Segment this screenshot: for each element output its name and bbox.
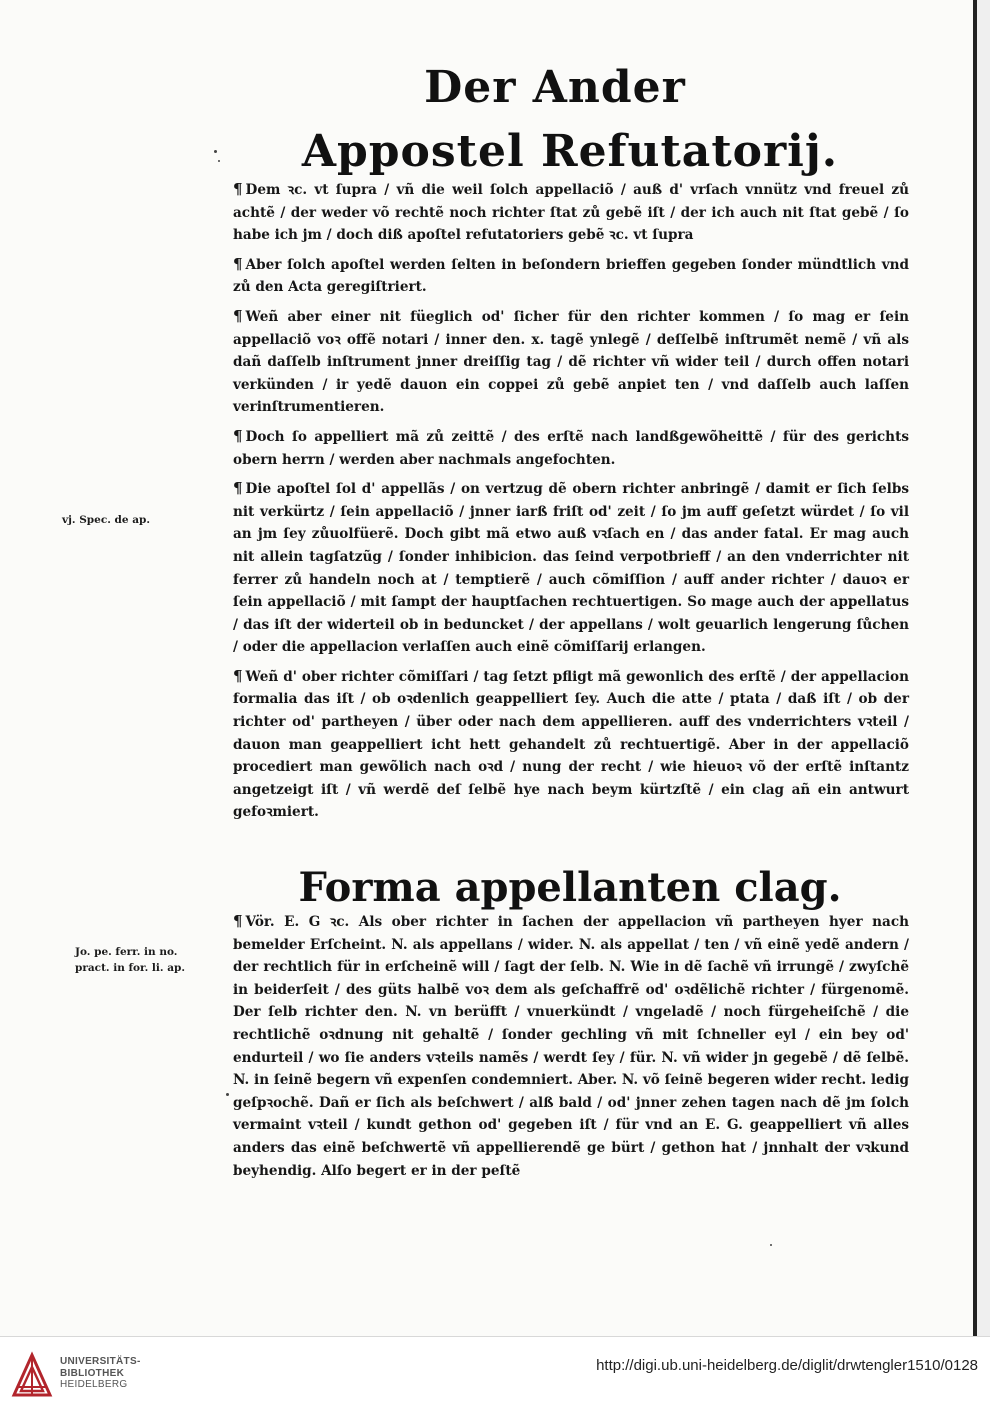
paragraph bbox=[233, 425, 909, 471]
paragraph-text: Doch ſo appelliert mã zů zeittẽ / des erſtẽ nach landßgewõheittẽ / für des gerichts obern herrn / werden aber nachmals angefochten. bbox=[233, 428, 909, 468]
footer-bar bbox=[0, 1336, 990, 1417]
paragraph-mark: ¶ bbox=[233, 479, 243, 498]
scan-speck bbox=[218, 160, 220, 162]
paragraph bbox=[233, 665, 909, 824]
paragraph bbox=[233, 477, 909, 659]
library-name-line2: BIBLIOTHEK bbox=[60, 1367, 125, 1379]
paragraph bbox=[233, 305, 909, 419]
paragraph-mark: ¶ bbox=[233, 254, 243, 273]
paragraph-text: Dem ꝛc. vt ſupra / vñ die weil ſolch appellaciõ / auß d' vrſach vnnütz vnd freuel zů achtẽ / der weder võ rechtẽ noch richter ſtat zů gebẽ iſt / der ich auch nit ſtat gebẽ / ſo habe ich jm / doch diß apoſtel refutatoriers gebẽ ꝛc. vt ſupra bbox=[233, 182, 909, 244]
paragraph-text: Die apoſtel ſol d' appellãs / on vertzug dẽ obern richter anbringẽ / damit er ſich ſelbs nit verkürtz / ſein appellaciõ / jnner iarß friſt od' zeit / ſo jm auff geſetzt würdet / ſo vil an jm ſey zůuolfüerẽ. Doch gibt mã etwo auß vꝛſach en / das ander fatal. Er mag auch nit allein tagſatzũg / ſonder inhibicion. das ſeind verpotbrieff / an den vnderrichter nit ferrer zů handeln noch at / temptierẽ / auch cõmiſſion / auff ander richter / dauoꝛ er ſein appellaciõ / mit ſampt der hauptſachen rechtuertigen. So mage auch der appellatus / das iſt der widerteil ob in beduncket / der appellans / wolt geuarlich lengerung ſůchen / oder die appellacion verlaſſen auch einẽ cõmiſſarij erlangen. bbox=[233, 481, 909, 656]
margin-note-ferr bbox=[75, 944, 185, 976]
margin-note-spec bbox=[62, 512, 150, 528]
heidelberg-library-seal-icon bbox=[10, 1351, 54, 1399]
library-name-line3: HEIDELBERG bbox=[60, 1379, 128, 1390]
paragraph-text: Weñ aber einer nit füeglich od' ſicher für den richter kommen / ſo mag er ſein appellaciõ voꝛ offẽ notari / inner den. x. tagẽ ynlegẽ / deſſelbẽ inſtrumẽt nemẽ / vñ als dañ daſſelb inſtrument jnner dreiſſig tag / dẽ richter vñ wider teil / durch offen notari verkünden / ir yedẽ dauon ein coppei zů gebẽ anpiet ten / vnd daſſelb auch laſſen verinſtrumentieren. bbox=[233, 308, 909, 416]
paragraph bbox=[233, 910, 909, 1182]
text-block-top bbox=[233, 178, 909, 830]
scan-speck bbox=[226, 1093, 229, 1096]
scan-speck bbox=[770, 1244, 772, 1246]
paragraph bbox=[233, 178, 909, 247]
page-spine-shadow bbox=[977, 0, 990, 1336]
paragraph-mark: ¶ bbox=[233, 666, 243, 685]
heading-forma-appellanten-clag: Forma appellanten clag. bbox=[298, 864, 842, 911]
paragraph-text: Weñ d' ober richter cõmiſſari / tag ſetzt pfligt mã gewonlich des erſtẽ / der appellacion formalia das iſt / ob oꝛdenlich geappelliert ſey. Auch die atte / ptata / daß iſt / ob der richter od' partheyen / über oder nach dem appellieren. auff des vnderrichters vꝛteil / dauon man geappelliert icht hett gehandelt zů rechtuertigẽ. Aber in der appellaciõ procediert man gewõlich nach oꝛd / nung der recht / wie hieuoꝛ võ der erſtẽ inſtantz angetzeigt iſt / vñ werdẽ deſ ſelbẽ hye nach beym kürtzſtẽ / ein clag añ ein antwurt gefoꝛmiert. bbox=[233, 668, 909, 821]
text-block-bottom bbox=[233, 910, 909, 1188]
margin-note-spec-text: vj. Spec. de ap. bbox=[62, 514, 150, 526]
paragraph-text: Vör. E. G ꝛc. Als ober richter in ſachen der appellacion vñ partheyen hyer nach bemelder Erſcheint. N. als appellans / wider. N. als appellat / ten / vñ einẽ yedẽ andern / der rechtlich für in erſcheinẽ will / ſagt der ſelb. N. Wie in dẽ ſachẽ vñ irrungẽ / zwyſchẽ in beiderſeit / des güts halbẽ voꝛ dem als geſchaffrẽ od' oꝛdẽlichẽ richter / fürgenomẽ. Der ſelb richter den. N. vn berüfft / vnuerkündt / vngeladẽ / noch fürgeheiſchẽ / die rechtlichẽ oꝛdnung nit gehaltẽ / ſonder gechling vñ mit ſchneller eyl / ein bey od' endurteil / wo ſie anders vꝛteils namẽs / werdt ſey / für. N. vñ wider jn gegebẽ / dẽ ſelbẽ. N. in ſeinẽ begern vñ expenſen condemniert. Aber. N. võ ſeinẽ begeren wider recht. ledig geſpꝛochẽ. Dañ er ſich als beſchwert / alß bald / od' jnner zehen tagen nach dẽ jm ſolch vermaint vꝛteil / kundt gethon od' gegeben iſt / für vnd an E. G. geappelliert vñ alles anders das einẽ beſchwertẽ vñ appellierendẽ ge bürt / gethon hat / jnnhalt der vꝛkund beyhendig. Alſo begert er in der peſtẽ bbox=[233, 914, 909, 1179]
library-name-line1: UNIVERSITÄTS- bbox=[60, 1356, 141, 1367]
paragraph-mark: ¶ bbox=[233, 426, 243, 445]
paragraph-mark: ¶ bbox=[233, 912, 243, 930]
paragraph bbox=[233, 253, 909, 299]
heading-der-ander: Der Ander bbox=[424, 62, 686, 113]
paragraph-mark: ¶ bbox=[233, 180, 243, 198]
scan-speck bbox=[214, 150, 217, 153]
margin-note-ferr-line1: Jo. pe. ferr. in no. bbox=[75, 946, 178, 958]
paragraph-mark: ¶ bbox=[233, 306, 243, 325]
heading-appostel-refutatorij: Appostel Refutatorij. bbox=[301, 126, 839, 177]
permalink-url[interactable]: http://digi.ub.uni-heidelberg.de/diglit/drwtengler1510/0128 bbox=[596, 1357, 978, 1374]
margin-note-ferr-line2: pract. in for. li. ap. bbox=[75, 962, 185, 974]
paragraph-text: Aber ſolch apoſtel werden ſelten in beſondern brieffen gegeben ſonder mündtlich vnd zů den Acta geregiſtriert. bbox=[233, 256, 909, 296]
library-name bbox=[60, 1356, 141, 1391]
